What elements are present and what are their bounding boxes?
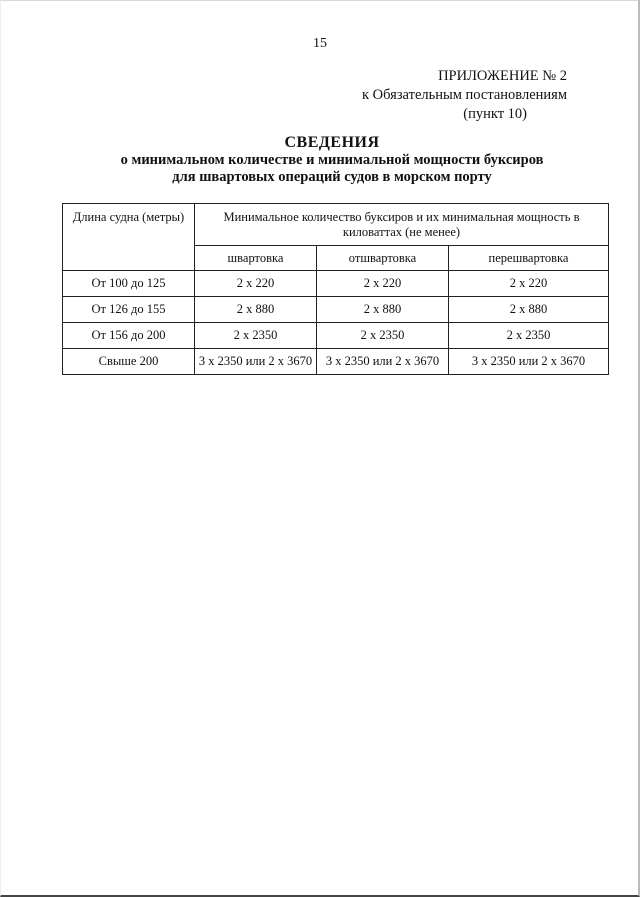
table-row <box>63 349 609 375</box>
cell-unmooring: 2 х 2350 <box>317 323 449 349</box>
table-header-row <box>63 204 609 246</box>
header-tug-requirements: Минимальное количество буксиров и их минимальная мощность в киловаттах (не менее) <box>195 204 609 246</box>
row-length: От 156 до 200 <box>63 323 195 349</box>
table-row <box>63 297 609 323</box>
tug-requirements-table <box>62 203 609 375</box>
cell-remooring: 2 х 220 <box>449 271 609 297</box>
cell-unmooring: 2 х 880 <box>317 297 449 323</box>
heading-title: СВЕДЕНИЯ <box>284 134 380 151</box>
heading-subtitle-1: о минимальном количестве и минимальной мощности буксиров <box>120 152 544 168</box>
page-number: 15 <box>313 36 327 51</box>
header-mooring: швартовка <box>195 246 317 271</box>
header-ship-length: Длина судна (метры) <box>63 204 195 271</box>
row-length: Свыше 200 <box>63 349 195 375</box>
cell-remooring: 2 х 880 <box>449 297 609 323</box>
row-length: От 100 до 125 <box>63 271 195 297</box>
cell-mooring: 2 х 880 <box>195 297 317 323</box>
table-row <box>63 323 609 349</box>
appendix-title: ПРИЛОЖЕНИЕ № 2 <box>438 68 567 84</box>
cell-mooring: 3 х 2350 или 2 х 3670 <box>195 349 317 375</box>
header-unmooring: отшвартовка <box>317 246 449 271</box>
appendix-block <box>362 67 567 124</box>
document-heading <box>0 134 640 186</box>
cell-mooring: 2 х 2350 <box>195 323 317 349</box>
row-length: От 126 до 155 <box>63 297 195 323</box>
cell-unmooring: 2 х 220 <box>317 271 449 297</box>
appendix-ref: к Обязательным постановлениям <box>362 87 567 103</box>
cell-unmooring: 3 х 2350 или 2 х 3670 <box>317 349 449 375</box>
header-remooring: перешвартовка <box>449 246 609 271</box>
cell-mooring: 2 х 220 <box>195 271 317 297</box>
appendix-clause: (пункт 10) <box>463 106 527 122</box>
cell-remooring: 2 х 2350 <box>449 323 609 349</box>
heading-subtitle-2: для швартовых операций судов в морском порту <box>172 169 492 185</box>
table-row <box>63 271 609 297</box>
cell-remooring: 3 х 2350 или 2 х 3670 <box>449 349 609 375</box>
